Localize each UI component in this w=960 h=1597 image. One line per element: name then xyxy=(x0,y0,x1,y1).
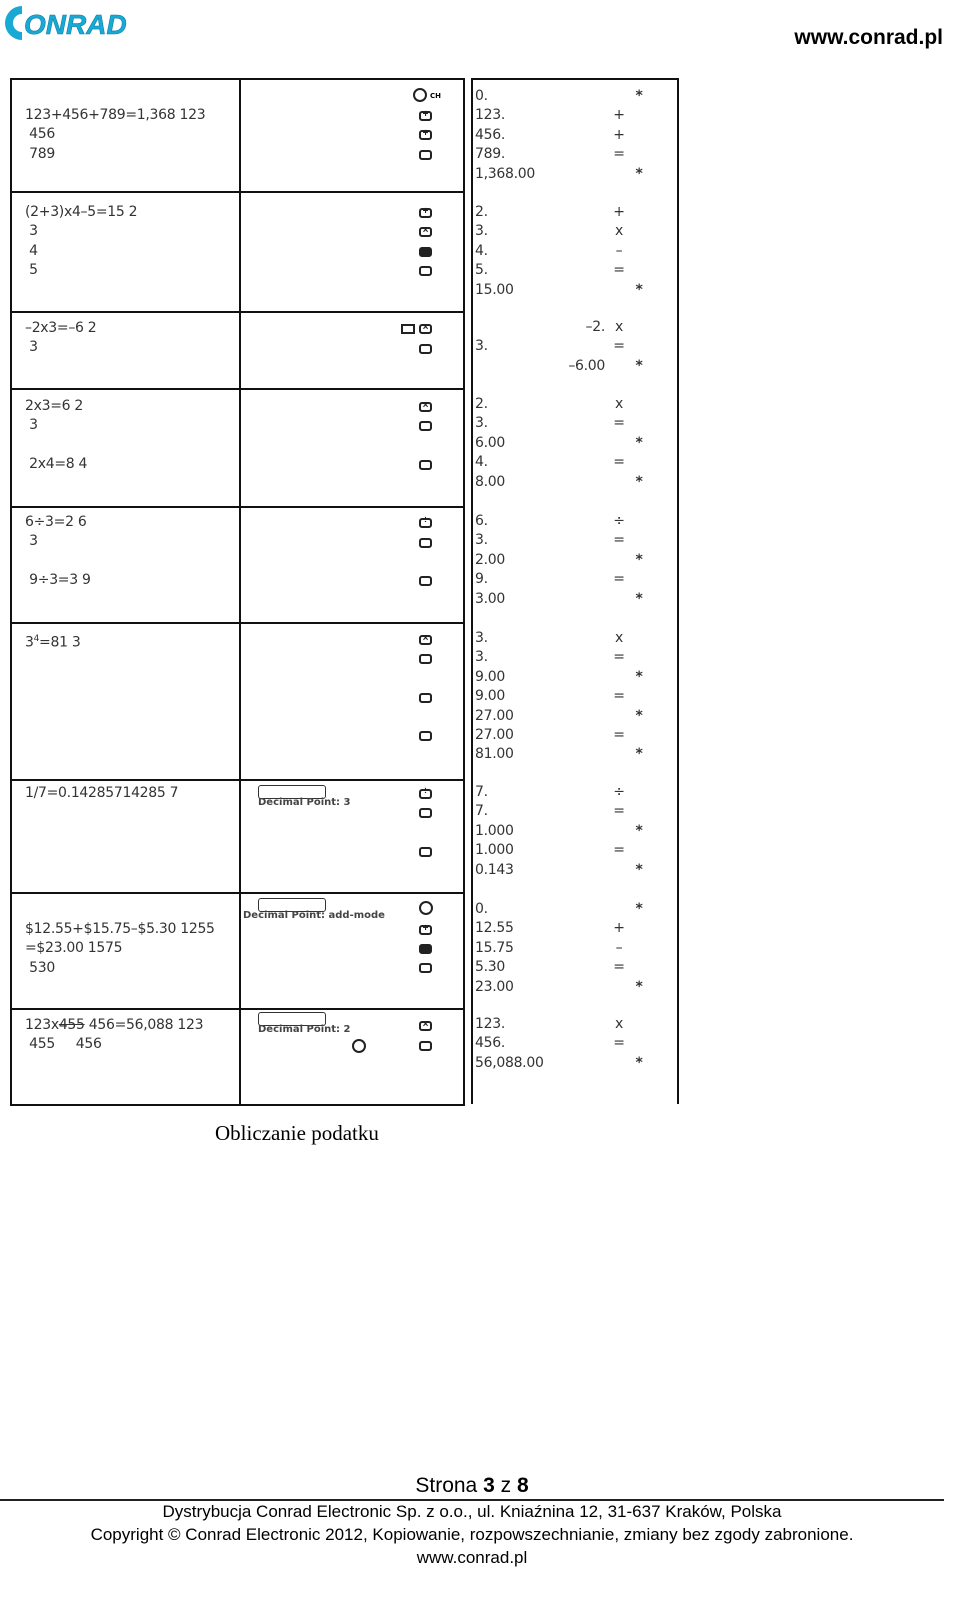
tape-operator: = xyxy=(613,1035,625,1052)
equals-key-icon xyxy=(419,344,432,354)
tape-line xyxy=(475,823,650,842)
tape-total-marker: * xyxy=(635,281,643,298)
tape-operator: = xyxy=(613,959,625,976)
tape-value: 5. xyxy=(475,262,488,279)
equals-key-icon xyxy=(419,460,432,470)
tape-total-marker: * xyxy=(635,822,643,839)
tape-line xyxy=(475,901,650,920)
tape-operator: – xyxy=(615,242,623,259)
tape-line xyxy=(475,920,650,939)
equals-key-icon xyxy=(419,731,432,741)
tape-operator: = xyxy=(613,454,625,471)
divide-key-icon xyxy=(419,789,432,799)
tape-line xyxy=(475,146,650,165)
times-key-icon xyxy=(419,324,432,334)
tape-line xyxy=(475,571,650,590)
divide-key-icon xyxy=(419,518,432,528)
tape-operator: x xyxy=(615,319,623,335)
plus-key-icon xyxy=(419,208,432,218)
footer-url[interactable]: www.conrad.pl xyxy=(416,1548,528,1567)
sign-change-key-icon xyxy=(401,324,415,334)
tape-value: 0.143 xyxy=(475,861,514,878)
tape-value: 3. xyxy=(475,415,488,432)
decimal-point-note: Decimal Point: 3 xyxy=(258,797,351,808)
tape-value: 1,368.00 xyxy=(475,165,535,182)
tape-value: 6.00 xyxy=(475,434,505,451)
equals-key-icon xyxy=(419,576,432,586)
decimal-point-note: Decimal Point: add-mode xyxy=(243,910,385,921)
tape-line xyxy=(475,319,650,338)
minus-key-icon xyxy=(419,247,432,257)
equals-key-icon xyxy=(419,693,432,703)
tape-value: 15.75 xyxy=(475,939,514,956)
tape-operator: = xyxy=(613,688,625,705)
conrad-logo xyxy=(2,2,162,44)
tape-line xyxy=(475,727,650,746)
tape-value: 6. xyxy=(475,513,488,529)
tape-value: 123. xyxy=(475,1016,505,1032)
tape-line xyxy=(475,1016,650,1035)
tape-total-marker: * xyxy=(635,473,643,490)
tape-value: 3. xyxy=(475,338,488,355)
example-text: $12.55+$15.75–$5.30 1255 =$23.00 1575 530 xyxy=(25,921,215,976)
tape-value: 27.00 xyxy=(475,707,514,724)
tape-operator: – xyxy=(615,939,623,956)
tape-line xyxy=(475,127,650,146)
tape-line xyxy=(475,746,650,765)
footer-copyright: Copyright © Conrad Electronic 2012, Kopiowanie, rozpowszechnianie, zmiany bez zgody zabronione. xyxy=(90,1525,854,1544)
tape-line xyxy=(475,842,650,861)
tape-line xyxy=(475,591,650,610)
tape-line xyxy=(475,166,650,185)
tape-line xyxy=(475,262,650,281)
tape-operator: = xyxy=(613,571,625,588)
plus-key-icon xyxy=(419,925,432,935)
tape-line xyxy=(475,1055,650,1074)
header-url[interactable]: www.conrad.pl xyxy=(794,26,943,49)
tape-line xyxy=(475,513,650,532)
tape-value: 27.00 xyxy=(475,727,514,743)
tape-line xyxy=(475,282,650,301)
tape-operator: + xyxy=(613,204,625,220)
tape-operator: = xyxy=(613,338,625,355)
tape-value: 81.00 xyxy=(475,746,514,763)
plus-key-icon xyxy=(419,111,432,121)
tape-line xyxy=(475,454,650,473)
tape-value: 8.00 xyxy=(475,473,505,490)
tape-line xyxy=(475,1035,650,1054)
tape-operator: x xyxy=(615,630,623,646)
tape-line xyxy=(475,107,650,126)
equals-key-icon xyxy=(419,150,432,160)
gt-key-icon xyxy=(419,901,433,915)
tape-value: 789. xyxy=(475,146,505,163)
tape-value: 3. xyxy=(475,630,488,646)
times-key-icon xyxy=(419,402,432,412)
example-text: 1/7=0.14285714285 7 xyxy=(25,785,179,801)
tape-operator: = xyxy=(613,415,625,432)
tape-operator: = xyxy=(613,842,625,859)
footer-address: Dystrybucja Conrad Electronic Sp. z o.o., ul. Kniaźnina 12, 31-637 Kraków, Polska xyxy=(162,1502,782,1521)
tape-line xyxy=(475,708,650,727)
equals-key-icon xyxy=(419,963,432,973)
tape-operator: = xyxy=(613,727,625,743)
tape-total-marker: * xyxy=(635,707,643,724)
tape-total-marker: * xyxy=(635,861,643,878)
tape-value: 2. xyxy=(475,396,488,412)
tape-value: 3. xyxy=(475,223,488,240)
tape-line xyxy=(475,862,650,881)
tape-value: 3.00 xyxy=(475,590,505,607)
tape-line xyxy=(475,415,650,434)
tape-value: 123. xyxy=(475,107,505,124)
tape-value: 3. xyxy=(475,532,488,549)
tape-value: 2. xyxy=(475,204,488,220)
tape-line xyxy=(475,959,650,978)
tape-operator: = xyxy=(613,146,625,163)
example-text: –2x3=–6 2 3 xyxy=(25,320,97,356)
equals-key-icon xyxy=(419,1041,432,1051)
tape-line xyxy=(475,358,650,377)
example-text: 123x455 456=56,088 123 455 456 xyxy=(25,1017,204,1053)
example-text: (2+3)x4–5=15 2 3 4 5 xyxy=(25,204,138,279)
tape-total-marker: * xyxy=(635,1054,643,1071)
tape-line xyxy=(475,979,650,998)
tape-value: 4. xyxy=(475,454,488,471)
tape-value: 456. xyxy=(475,1035,505,1052)
tape-line xyxy=(475,784,650,803)
footer-divider xyxy=(0,1499,944,1501)
tape-total-marker: * xyxy=(635,901,643,917)
times-key-icon xyxy=(419,1021,432,1031)
tape-line xyxy=(475,552,650,571)
tape-operator: = xyxy=(613,649,625,666)
tape-value: 15.00 xyxy=(475,281,514,298)
tape-value: 4. xyxy=(475,242,488,259)
example-text: 2x3=6 2 3 2x4=8 4 xyxy=(25,398,88,473)
tape-total-marker: * xyxy=(635,434,643,451)
equals-key-icon xyxy=(419,538,432,548)
tape-value: 1.000 xyxy=(475,822,514,839)
tape-line xyxy=(475,474,650,493)
tape-value: 56,088.00 xyxy=(475,1054,544,1071)
tape-operator: + xyxy=(613,126,625,143)
tape-total-marker: * xyxy=(635,746,643,763)
section-heading: Obliczanie podatku xyxy=(215,1121,379,1145)
equals-key-icon xyxy=(419,654,432,664)
tape-operator: ÷ xyxy=(613,513,625,529)
plus-key-icon xyxy=(419,130,432,140)
tape-total-marker: * xyxy=(635,551,643,568)
tape-line xyxy=(475,669,650,688)
tape-value: 9.00 xyxy=(475,668,505,685)
tape-line xyxy=(475,803,650,822)
tape-value: 12.55 xyxy=(475,920,514,937)
tape-operator: = xyxy=(613,262,625,279)
tape-line xyxy=(475,338,650,357)
tape-line xyxy=(475,204,650,223)
gt-key-icon xyxy=(413,88,427,102)
equals-key-icon xyxy=(419,808,432,818)
tape-total-marker: * xyxy=(635,88,643,104)
tape-value: 23.00 xyxy=(475,978,514,995)
tape-value: 456. xyxy=(475,126,505,143)
tape-operator: + xyxy=(613,107,625,124)
tape-value: 0. xyxy=(475,901,488,917)
tape-operator: x xyxy=(615,1016,623,1032)
decimal-point-note: Decimal Point: 2 xyxy=(258,1024,351,1035)
tape-value: 3. xyxy=(475,649,488,666)
example-text: 123+456+789=1,368 123 456 789 xyxy=(25,107,206,162)
minus-key-icon xyxy=(419,944,432,954)
equals-key-icon xyxy=(419,266,432,276)
tape-line xyxy=(475,88,650,107)
tape-value: 9.00 xyxy=(475,688,505,705)
svg-text:ONRAD: ONRAD xyxy=(24,9,127,40)
tape-value: 5.30 xyxy=(475,959,505,976)
tape-value: 7. xyxy=(475,784,488,800)
tape-value: 9. xyxy=(475,571,488,588)
tape-line xyxy=(475,243,650,262)
tape-line xyxy=(475,649,650,668)
tape-operator: ÷ xyxy=(613,784,625,800)
tape-line xyxy=(475,532,650,551)
page-number: Strona 3 z 8 xyxy=(415,1474,529,1497)
tape-operator: x xyxy=(615,223,623,240)
tape-value: –6.00 xyxy=(568,357,605,374)
tape-line xyxy=(475,630,650,649)
tape-value: 0. xyxy=(475,88,488,104)
tape-line xyxy=(475,223,650,242)
tape-operator: = xyxy=(613,803,625,820)
tape-operator: + xyxy=(613,920,625,937)
times-key-icon xyxy=(419,635,432,645)
tape-operator: = xyxy=(613,532,625,549)
times-key-icon xyxy=(419,227,432,237)
tape-line xyxy=(475,396,650,415)
tape-value: 2.00 xyxy=(475,551,505,568)
equals-key-icon xyxy=(419,847,432,857)
tape-total-marker: * xyxy=(635,165,643,182)
example-text: 6÷3=2 6 3 9÷3=3 9 xyxy=(25,514,91,589)
tape-total-marker: * xyxy=(635,978,643,995)
tape-value: 1.000 xyxy=(475,842,514,859)
tape-line xyxy=(475,688,650,707)
tape-value: –2. xyxy=(585,319,605,335)
tape-line xyxy=(475,940,650,959)
gt-key-icon xyxy=(352,1039,366,1053)
tape-value: 7. xyxy=(475,803,488,820)
tape-operator: x xyxy=(615,396,623,412)
example-text: $3^4=81$ 3 xyxy=(25,634,81,651)
tape-line xyxy=(475,435,650,454)
tape-total-marker: * xyxy=(635,668,643,685)
tape-total-marker: * xyxy=(635,357,643,374)
equals-key-icon xyxy=(419,421,432,431)
tape-total-marker: * xyxy=(635,590,643,607)
ch-label: CH xyxy=(430,92,441,100)
